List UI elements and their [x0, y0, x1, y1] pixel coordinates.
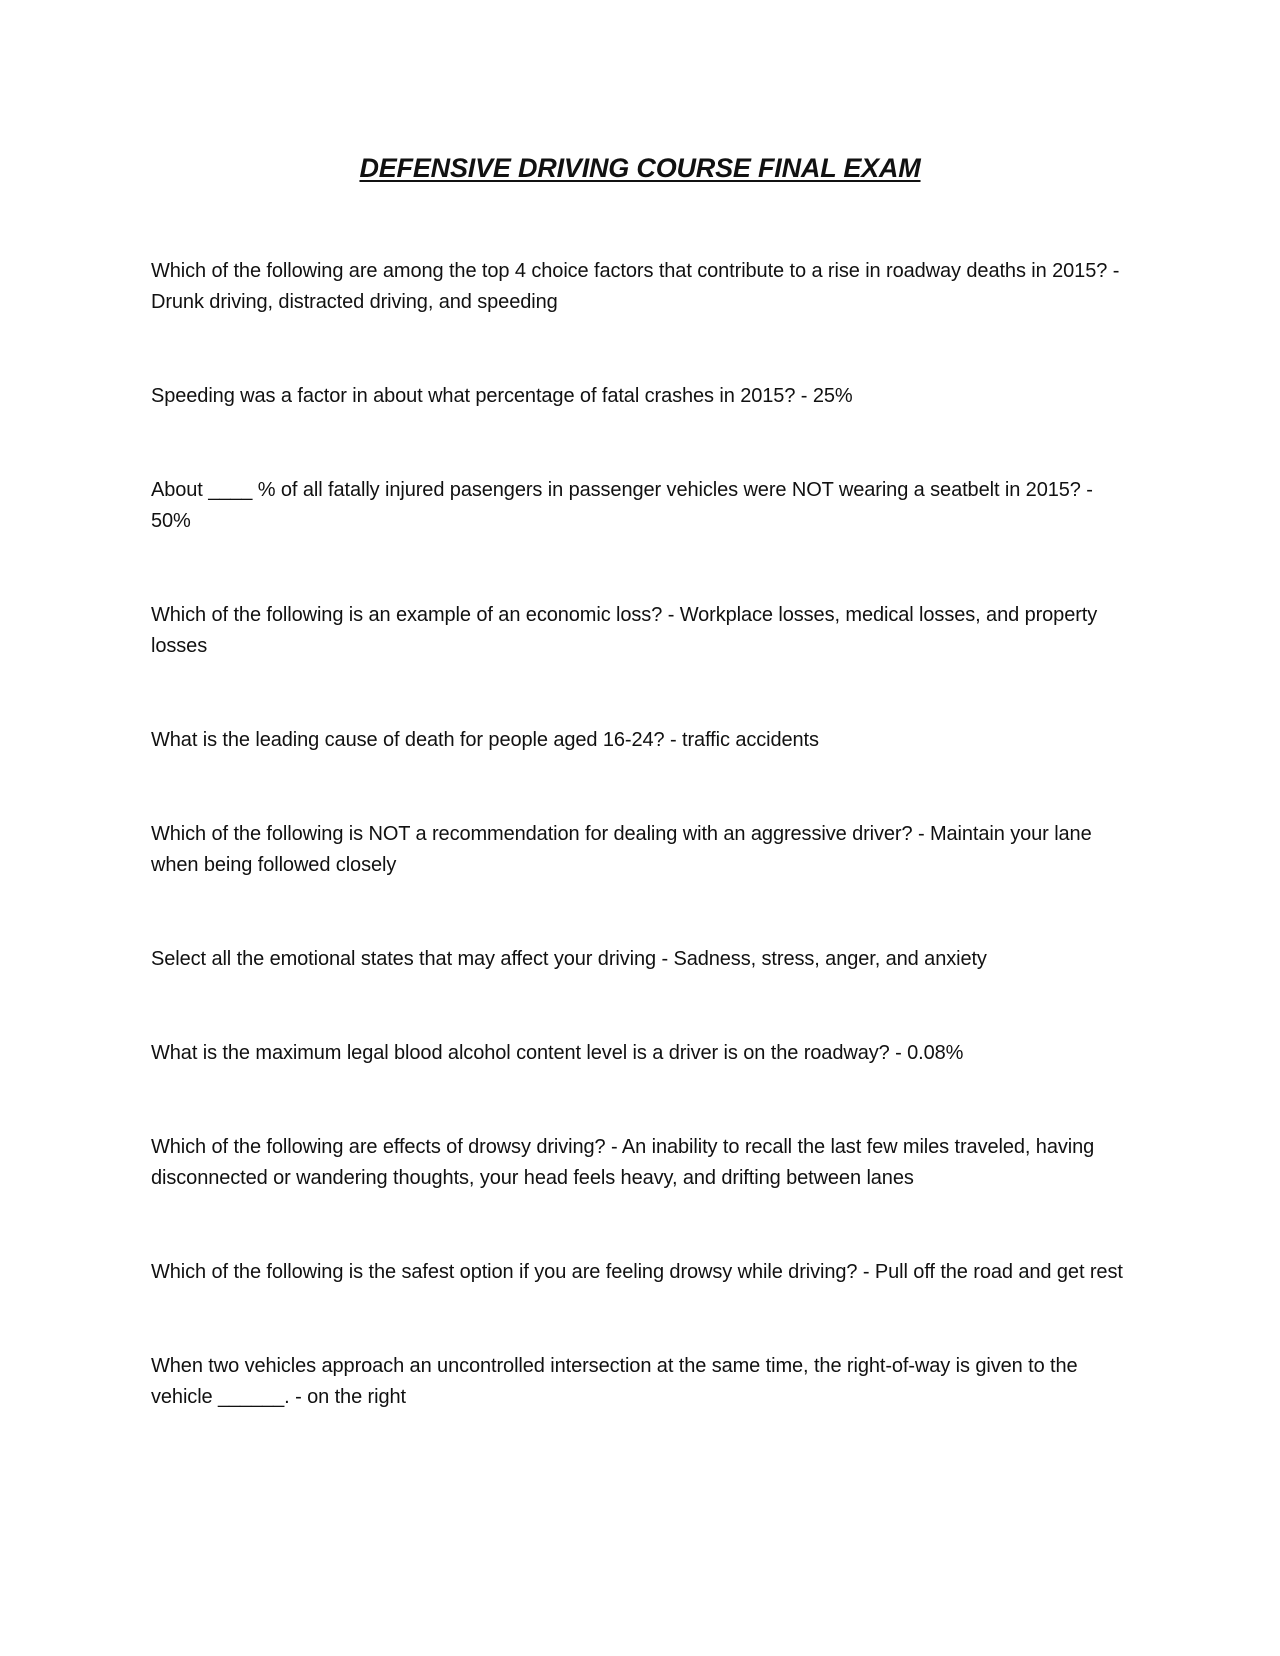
qa-item: Which of the following is the safest option if you are feeling drowsy while driving? - Pull off the road and get rest — [151, 1261, 1123, 1283]
qa-item: About ____ % of all fatally injured pasengers in passenger vehicles were NOT wearing a seatbelt in 2015? - 50% — [151, 479, 1093, 532]
qa-item: Which of the following is NOT a recommendation for dealing with an aggressive driver? - Maintain your lane when being followed closely — [151, 823, 1092, 876]
qa-item: Select all the emotional states that may affect your driving - Sadness, stress, anger, and anxiety — [151, 948, 987, 970]
qa-item: Speeding was a factor in about what percentage of fatal crashes in 2015? - 25% — [151, 385, 853, 407]
qa-item: Which of the following is an example of an economic loss? - Workplace losses, medical losses, and property losses — [151, 604, 1098, 657]
page-title: DEFENSIVE DRIVING COURSE FINAL EXAM — [359, 153, 921, 183]
qa-item: What is the maximum legal blood alcohol content level is a driver is on the roadway? - 0.08% — [151, 1042, 964, 1064]
qa-item: Which of the following are effects of drowsy driving? - An inability to recall the last few miles traveled, having disconnected or wandering thoughts, your head feels heavy, and drifting between lanes — [151, 1136, 1095, 1189]
qa-item: Which of the following are among the top 4 choice factors that contribute to a rise in roadway deaths in 2015? - Drunk driving, distracted driving, and speeding — [151, 260, 1120, 313]
question-answer-list — [151, 256, 1131, 1476]
qa-item: What is the leading cause of death for people aged 16-24? - traffic accidents — [151, 729, 819, 751]
qa-item: When two vehicles approach an uncontrolled intersection at the same time, the right-of-way is given to the vehicle ______. - on the right — [151, 1355, 1078, 1408]
